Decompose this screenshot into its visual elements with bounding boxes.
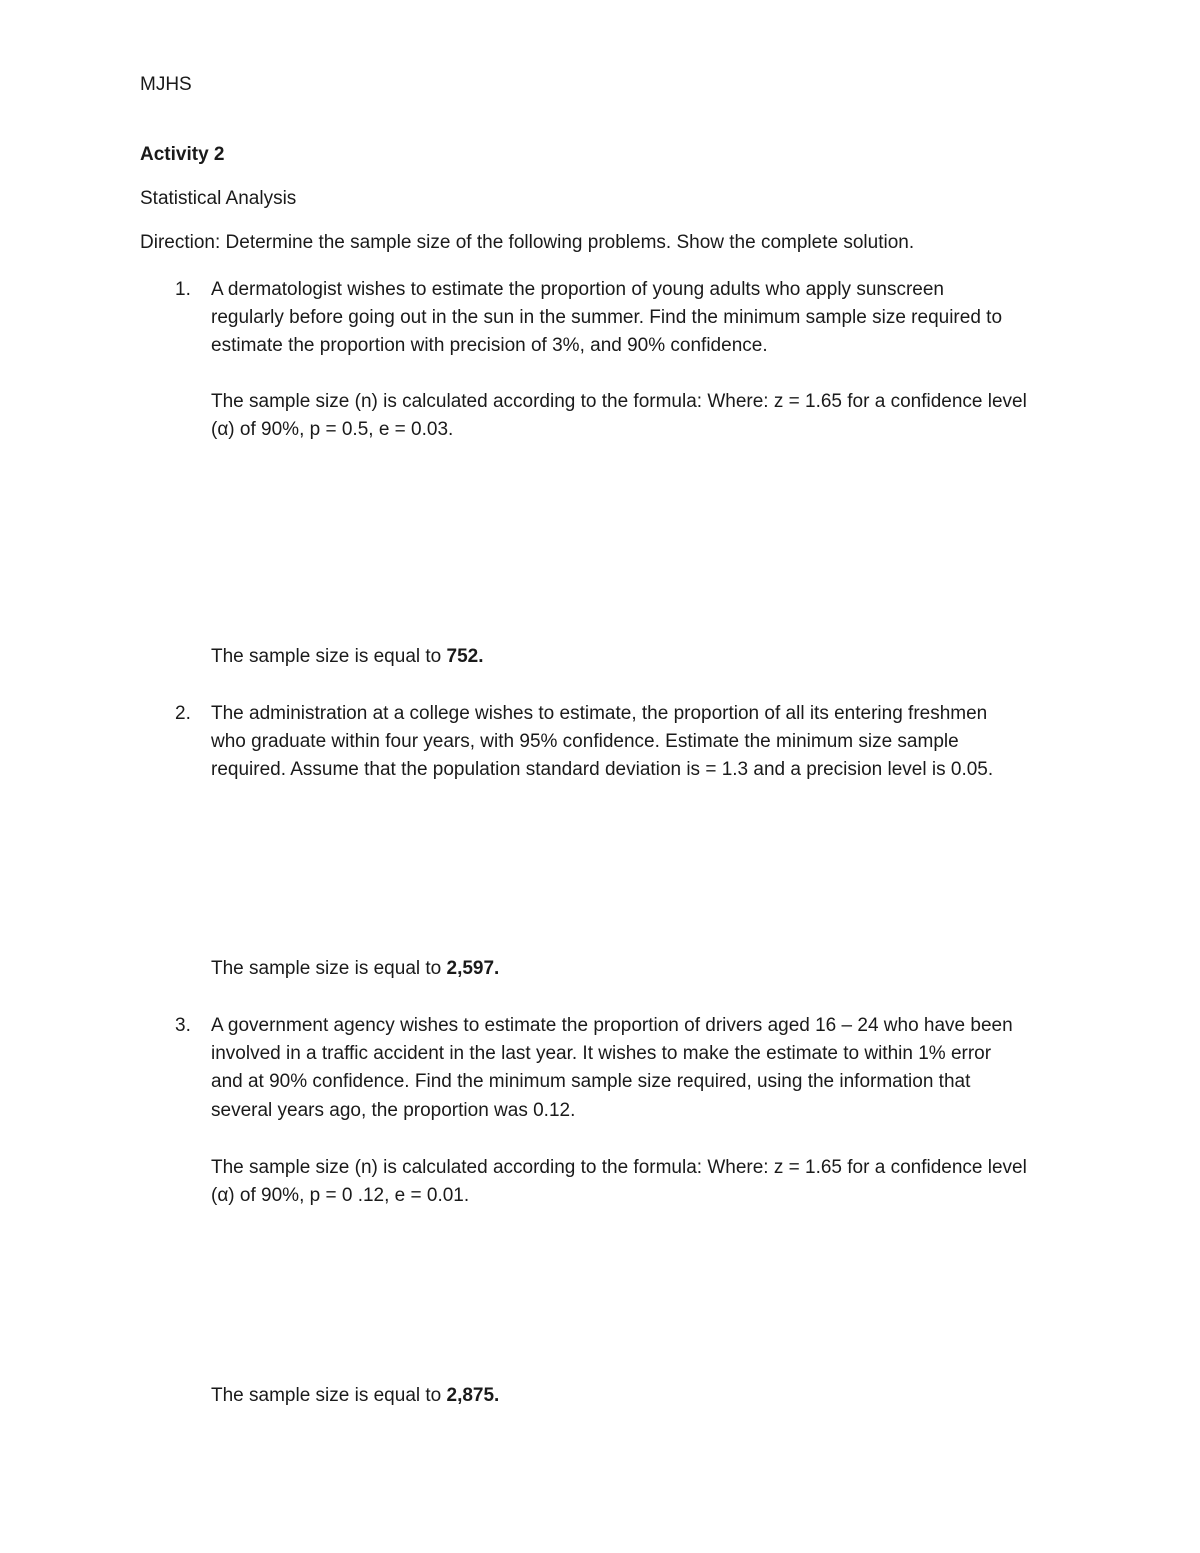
problem-text-line: The administration at a college wishes to estimate, the proportion of all its entering freshmen xyxy=(211,703,988,724)
problem-text-line: estimate the proportion with precision of 3%, and 90% confidence. xyxy=(211,335,768,356)
problem-text-line: several years ago, the proportion was 0.12. xyxy=(211,1100,576,1121)
direction-text: Direction: Determine the sample size of the following problems. Show the complete solution. xyxy=(140,232,915,253)
problem-number: 2. xyxy=(175,703,191,724)
problem-text-line: involved in a traffic accident in the last year. It wishes to make the estimate to within 1% error xyxy=(211,1043,992,1064)
problem-text-line: regularly before going out in the sun in the summer. Find the minimum sample size required to xyxy=(211,307,1003,328)
formula-line: The sample size (n) is calculated according to the formula: Where: z = 1.65 for a confidence level xyxy=(211,391,1027,412)
problem-number: 1. xyxy=(175,279,191,300)
page-title: Activity 2 xyxy=(140,144,225,165)
answer-line xyxy=(211,957,499,981)
formula-line: (α) of 90%, p = 0.5, e = 0.03. xyxy=(211,419,454,440)
problem-text-line: and at 90% confidence. Find the minimum sample size required, using the information that xyxy=(211,1071,971,1092)
answer-prefix: The sample size is equal to xyxy=(211,958,447,979)
answer-value: 752. xyxy=(446,646,484,667)
problem-text-line: who graduate within four years, with 95% confidence. Estimate the minimum size sample xyxy=(211,731,959,752)
problem-text-line: required. Assume that the population standard deviation is = 1.3 and a precision level is 0.05. xyxy=(211,759,994,780)
answer-line xyxy=(211,1384,499,1408)
formula-line: (α) of 90%, p = 0 .12, e = 0.01. xyxy=(211,1185,470,1206)
page-subtitle: Statistical Analysis xyxy=(140,188,297,209)
problem-number: 3. xyxy=(175,1015,191,1036)
formula-line: The sample size (n) is calculated according to the formula: Where: z = 1.65 for a confidence level xyxy=(211,1157,1027,1178)
answer-prefix: The sample size is equal to xyxy=(211,1385,447,1406)
problem-text-line: A government agency wishes to estimate the proportion of drivers aged 16 – 24 who have been xyxy=(211,1015,1013,1036)
problem-text-line: A dermatologist wishes to estimate the proportion of young adults who apply sunscreen xyxy=(211,279,944,300)
school-header: MJHS xyxy=(140,74,192,95)
answer-line xyxy=(211,645,484,669)
answer-value: 2,875. xyxy=(446,1385,500,1406)
answer-prefix: The sample size is equal to xyxy=(211,646,447,667)
answer-value: 2,597. xyxy=(446,958,500,979)
